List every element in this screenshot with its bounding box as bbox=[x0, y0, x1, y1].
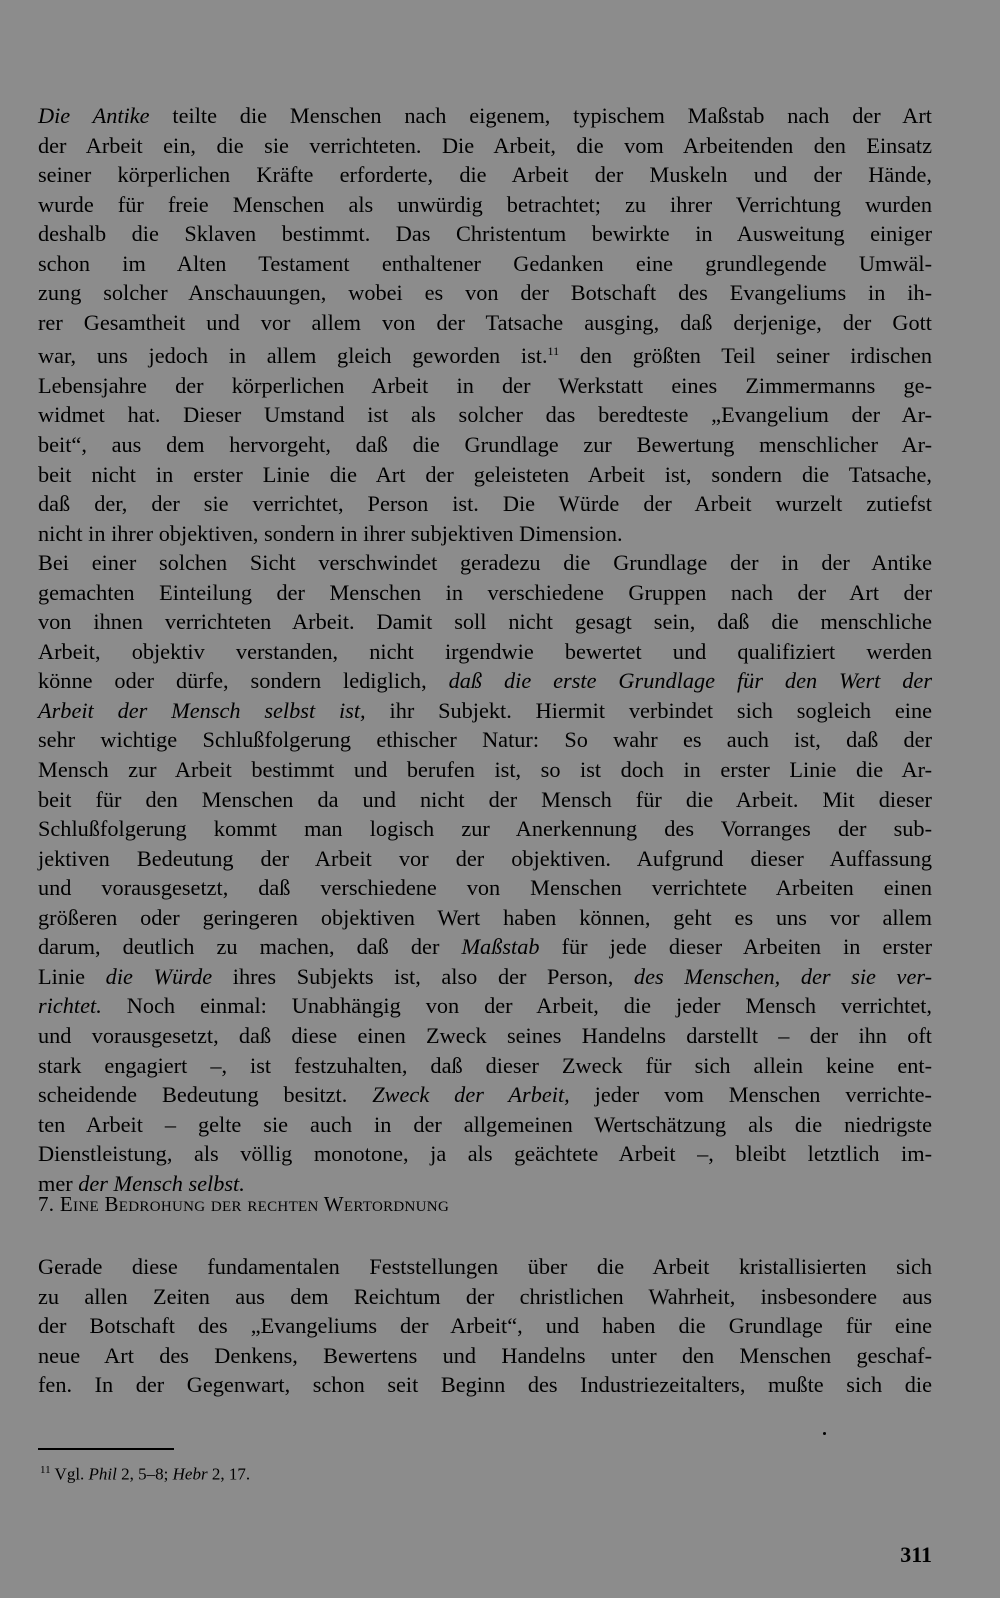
text-line bbox=[38, 278, 932, 308]
text-segment: der Botschaft des „Evangeliums der Arbeit“, und haben die Grundlage für eine bbox=[38, 1313, 932, 1338]
text-segment: den größten Teil seiner irdischen bbox=[559, 343, 932, 369]
footnote-ref2-book: Hebr bbox=[172, 1464, 208, 1484]
text-segment: Arbeit, objektiv verstanden, nicht irgendwie bewertet und qualifiziert werden bbox=[38, 638, 932, 664]
section-title: Eine Bedrohung der rechten Wertordnung bbox=[59, 1192, 450, 1216]
footnote bbox=[40, 1464, 250, 1485]
footnote-prefix: Vgl. bbox=[54, 1464, 89, 1484]
text-segment: darum, deutlich zu machen, daß der bbox=[38, 934, 462, 960]
text-line bbox=[38, 932, 932, 962]
text-segment: wurde für freie Menschen als unwürdig betrachtet; zu ihrer Verrichtung wurden bbox=[38, 191, 932, 217]
text-line bbox=[38, 371, 932, 401]
text-line bbox=[38, 1282, 932, 1312]
section-number: 7. bbox=[38, 1192, 55, 1216]
text-line bbox=[38, 962, 932, 992]
text-line bbox=[38, 725, 932, 755]
text-line bbox=[38, 1341, 932, 1371]
text-line bbox=[38, 308, 932, 338]
text-segment: Lebensjahre der körperlichen Arbeit in der Werkstatt eines Zimmermanns ge- bbox=[38, 372, 932, 398]
text-line bbox=[38, 814, 932, 844]
text-segment: Noch einmal: Unabhängig von der Arbeit, die jeder Mensch verrichtet, bbox=[101, 993, 932, 1019]
text-segment: könne oder dürfe, sondern lediglich, bbox=[38, 668, 449, 694]
text-line bbox=[38, 666, 932, 696]
text-segment: von ihnen verrichteten Arbeit. Damit soll nicht gesagt sein, daß die menschliche bbox=[38, 609, 932, 635]
text-segment: ihres Subjekts ist, also der Person, bbox=[212, 963, 634, 989]
text-line bbox=[38, 460, 932, 490]
text-segment: ihr Subjekt. Hiermit verbindet sich sogleich eine bbox=[365, 697, 932, 723]
text-segment: Schlußfolgerung kommt man logisch zur Anerkennung des Vorranges der sub- bbox=[38, 816, 932, 842]
text-line bbox=[38, 519, 932, 549]
text-segment: Mensch zur Arbeit bestimmt und berufen ist, so ist doch in erster Linie die Ar- bbox=[38, 757, 932, 783]
text-segment: ten Arbeit – gelte sie auch in der allgemeinen Wertschätzung als die niedrigste bbox=[38, 1111, 932, 1137]
text-line bbox=[38, 219, 932, 249]
footnote-ref2-loc: 2, 17. bbox=[207, 1464, 251, 1484]
text-line bbox=[38, 400, 932, 430]
italic-text: Die Antike bbox=[38, 103, 150, 128]
text-line bbox=[38, 1051, 932, 1081]
italic-text: richtet. bbox=[38, 993, 102, 1019]
footnote-marker: 11 bbox=[40, 1464, 51, 1476]
text-line bbox=[38, 1110, 932, 1140]
text-segment: größeren oder geringeren objektiven Wert haben können, geht es uns vor allem bbox=[38, 904, 932, 930]
italic-text: Zweck der Arbeit, bbox=[372, 1082, 570, 1108]
text-line bbox=[38, 903, 932, 933]
text-segment: teilte die Menschen nach eigenem, typischem Maßstab nach der Art bbox=[149, 103, 932, 128]
text-line bbox=[38, 160, 932, 190]
text-segment: zu allen Zeiten aus dem Reichtum der christlichen Wahrheit, insbesondere aus bbox=[38, 1283, 932, 1309]
text-segment: neue Art des Denkens, Bewertens und Handelns unter den Menschen geschaf- bbox=[38, 1342, 932, 1368]
text-segment: Gerade diese fundamentalen Feststellungen über die Arbeit kristallisierten sich bbox=[38, 1254, 932, 1279]
text-segment: und vorausgesetzt, daß verschiedene von Menschen verrichtete Arbeiten einen bbox=[38, 875, 932, 901]
speck-mark bbox=[823, 1432, 826, 1435]
footnote-rule bbox=[38, 1448, 174, 1450]
italic-text: Maßstab bbox=[461, 934, 540, 960]
footnote-ref1-book: Phil bbox=[88, 1464, 117, 1484]
text-segment: nicht in ihrer objektiven, sondern in ihrer subjektiven Dimension. bbox=[38, 520, 623, 546]
text-segment: stark engagiert –, ist festzuhalten, daß dieser Zweck für sich allein keine ent- bbox=[38, 1052, 932, 1078]
text-line bbox=[38, 785, 932, 815]
italic-text: die Würde bbox=[105, 963, 213, 989]
text-segment: fen. In der Gegenwart, schon seit Beginn des Industriezeitalters, mußte sich die bbox=[38, 1372, 932, 1397]
text-line bbox=[38, 1252, 932, 1282]
italic-text: des Menschen, der sie ver- bbox=[633, 963, 933, 989]
text-segment: jektiven Bedeutung der Arbeit vor der objektiven. Aufgrund dieser Auffassung bbox=[38, 845, 932, 871]
text-line bbox=[38, 873, 932, 903]
page-number: 311 bbox=[900, 1542, 932, 1567]
text-line bbox=[38, 1139, 932, 1169]
text-segment: und vorausgesetzt, daß diese einen Zweck seines Handelns darstellt – der ihn oft bbox=[38, 1022, 932, 1048]
text-segment: Dienstleistung, als völlig monotone, ja als geächtete Arbeit –, bleibt letztlich im- bbox=[38, 1141, 932, 1167]
text-line bbox=[38, 131, 932, 161]
text-segment: widmet hat. Dieser Umstand ist als solcher das beredteste „Evangelium der Ar- bbox=[38, 402, 932, 428]
text-segment: war, uns jedoch in allem gleich geworden ist. bbox=[38, 343, 548, 369]
text-line bbox=[38, 1370, 932, 1400]
text-line bbox=[38, 249, 932, 279]
italic-text: der Mensch selbst. bbox=[78, 1170, 245, 1196]
text-segment: zung solcher Anschauungen, wobei es von der Botschaft des Evangeliums in ih- bbox=[38, 280, 932, 306]
text-line bbox=[38, 337, 932, 371]
italic-text: daß die erste Grundlage für den Wert der bbox=[448, 668, 933, 694]
text-line bbox=[38, 991, 932, 1021]
text-line bbox=[38, 430, 932, 460]
text-segment: sehr wichtige Schlußfolgerung ethischer Natur: So wahr es auch ist, daß der bbox=[38, 727, 932, 753]
text-line bbox=[38, 1311, 932, 1341]
text-line bbox=[38, 607, 932, 637]
text-segment: jeder vom Menschen verrichte- bbox=[569, 1082, 932, 1108]
text-segment: mer bbox=[38, 1170, 79, 1196]
text-segment: rer Gesamtheit und vor allem von der Tatsache ausging, daß derjenige, der Gott bbox=[38, 309, 932, 335]
text-segment: Linie bbox=[38, 963, 106, 989]
text-segment: schon im Alten Testament enthaltener Gedanken eine grundlegende Umwäl- bbox=[38, 250, 932, 276]
text-line bbox=[38, 101, 932, 131]
text-segment: daß der, der sie verrichtet, Person ist. Die Würde der Arbeit wurzelt zutiefst bbox=[38, 491, 932, 517]
text-line bbox=[38, 548, 932, 578]
section-body-text bbox=[38, 1252, 932, 1400]
text-line bbox=[38, 578, 932, 608]
section-heading bbox=[38, 1192, 449, 1217]
text-segment: beit für den Menschen da und nicht der Mensch für die Arbeit. Mit dieser bbox=[38, 786, 932, 812]
text-line bbox=[38, 190, 932, 220]
text-line bbox=[38, 1080, 932, 1110]
text-line bbox=[38, 489, 932, 519]
text-line bbox=[38, 696, 932, 726]
footnote-reference: 11 bbox=[547, 344, 560, 359]
text-line bbox=[38, 1021, 932, 1051]
text-segment: der Arbeit ein, die sie verrichteten. Die Arbeit, die vom Arbeitenden den Einsatz bbox=[38, 132, 932, 158]
text-segment: beit“, aus dem hervorgeht, daß die Grundlage zur Bewertung menschlicher Ar- bbox=[38, 432, 932, 458]
text-segment: Bei einer solchen Sicht verschwindet geradezu die Grundlage der in der Antike bbox=[38, 550, 932, 576]
text-segment: deshalb die Sklaven bestimmt. Das Christentum bewirkte in Ausweitung einiger bbox=[38, 221, 932, 247]
text-line bbox=[38, 844, 932, 874]
text-segment: seiner körperlichen Kräfte erforderte, die Arbeit der Muskeln und der Hände, bbox=[38, 162, 932, 188]
text-line bbox=[38, 637, 932, 667]
text-segment: beit nicht in erster Linie die Art der geleisteten Arbeit ist, sondern die Tatsache, bbox=[38, 461, 932, 487]
footnote-ref1-loc: 2, 5–8; bbox=[116, 1464, 173, 1484]
text-line bbox=[38, 755, 932, 785]
text-segment: scheidende Bedeutung besitzt. bbox=[38, 1082, 373, 1108]
text-segment: für jede dieser Arbeiten in erster bbox=[539, 934, 933, 960]
text-segment: gemachten Einteilung der Menschen in verschiedene Gruppen nach der Art der bbox=[38, 579, 932, 605]
body-text bbox=[38, 101, 932, 1198]
italic-text: Arbeit der Mensch selbst ist, bbox=[38, 697, 366, 723]
